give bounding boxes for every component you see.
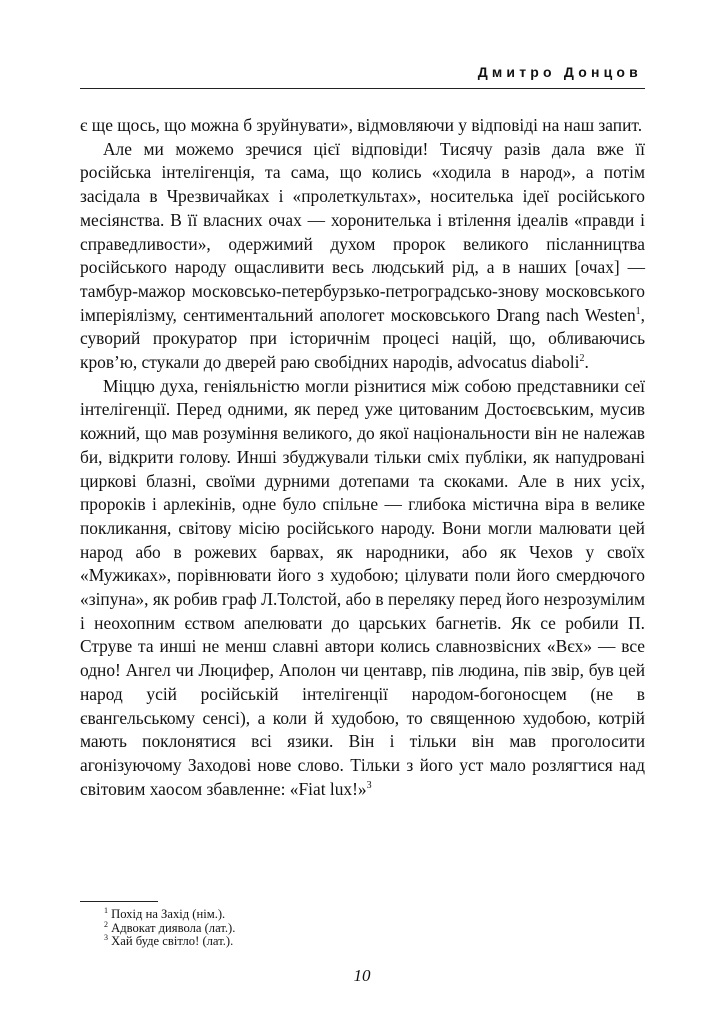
footnote-ref-2: 2 — [579, 353, 585, 365]
footnote-1 — [104, 905, 644, 922]
paragraph-3 — [80, 375, 645, 802]
footnote-rule — [80, 901, 158, 902]
footnote-text-2: Адвокат диявола (лат.). — [108, 920, 236, 935]
footnote-2 — [104, 919, 644, 936]
paragraph-2-text-a: Але ми можемо зречися цієї відповіди! Тисячу разів дала вже її російська інтелігенція, та сама, що колись «ходила в народ», а потім засідала в Чрезвичайках і «пролеткультах», носителька ідеї російського месіянства. В її власних очах — хоронителька і втілення ідеалів «правди і справедливости», одержимий духом пророк великого післанництва російського народу ощасливити весь людський рід, а в наших [очах] — тамбур-мажор московсько-петербурзько-петроградсько-знову московського імперіялізму, сентиментальний апологет московського Drang nach Westen — [80, 138, 645, 325]
footnote-text-3: Хай буде світло! (лат.). — [108, 934, 234, 948]
paragraph-2-text-b: , суворий прокуратор при історичнім процесі націй, що, обливаючись кров’ю, стукали до дверей раю свобідних народів, advocatus diaboli — [80, 304, 645, 373]
paragraph-2 — [80, 138, 645, 375]
page-number: 10 — [353, 966, 371, 985]
footnote-ref-3: 3 — [366, 779, 372, 791]
main-text — [80, 114, 645, 801]
footnote-3 — [104, 932, 644, 949]
running-head-author: Дмитро Донцов — [477, 64, 642, 80]
footnote-mark-3: 3 — [104, 932, 108, 942]
header-rule — [80, 88, 645, 89]
footnotes — [104, 905, 644, 949]
paragraph-3-text: Міццю духа, геніяльністю могли різнитися між собою представники сеї інтелігенції. Перед одними, як перед уже цитованим Достоєвським, мусив кожний, що мав розуміння великого, до якої національности він не належав би, відкрити голову. Инші збуджували тільки сміх публіки, як напудровані циркові блазні, своїми дурними дотепами та скоками. Але в них усіх, пророків і арлекінів, одне було спільне — глибока містична віра в велике покликання, світову місію російського народу. Вони могли малювати цей народ або в рожевих барвах, як народники, або як Чехов у своїх «Мужиках», порівнювати його з худобою; цілувати поли його смердючого «зіпуна», як робив граф Л.Толстой, або в переляку перед його незрозумілим і неохопним єством апелювати до царських багнетів. Як се робили П. Струве та инші не менш славні автори колись славнозвісних «Вєх» — все одно! Ангел чи Люцифер, Аполон чи центавр, пів людина, пів звір, був цей народ усій російській інтелігенції народом-богоносцем (не в євангельському сенсі), а коли й худобою, то священною худобою, котрій мають поклонятися всі язики. Він і тільки він мав проголосити агонізуючому Заходові нове слово. Тільки з його уст мало розлягтися над світовим хаосом збавленне: «Fiat lux!» — [80, 375, 645, 799]
footnote-mark-2: 2 — [104, 919, 108, 929]
paragraph-2-text-c: . — [584, 352, 589, 373]
footnote-mark-1: 1 — [104, 905, 108, 915]
paragraph-1: є ще щось, що можна б зруйнувати», відмовляючи у відповіді на наш запит. — [80, 115, 643, 135]
footnote-ref-1: 1 — [635, 305, 641, 317]
footnote-text-1: Похід на Захід (нім.). — [108, 907, 226, 921]
